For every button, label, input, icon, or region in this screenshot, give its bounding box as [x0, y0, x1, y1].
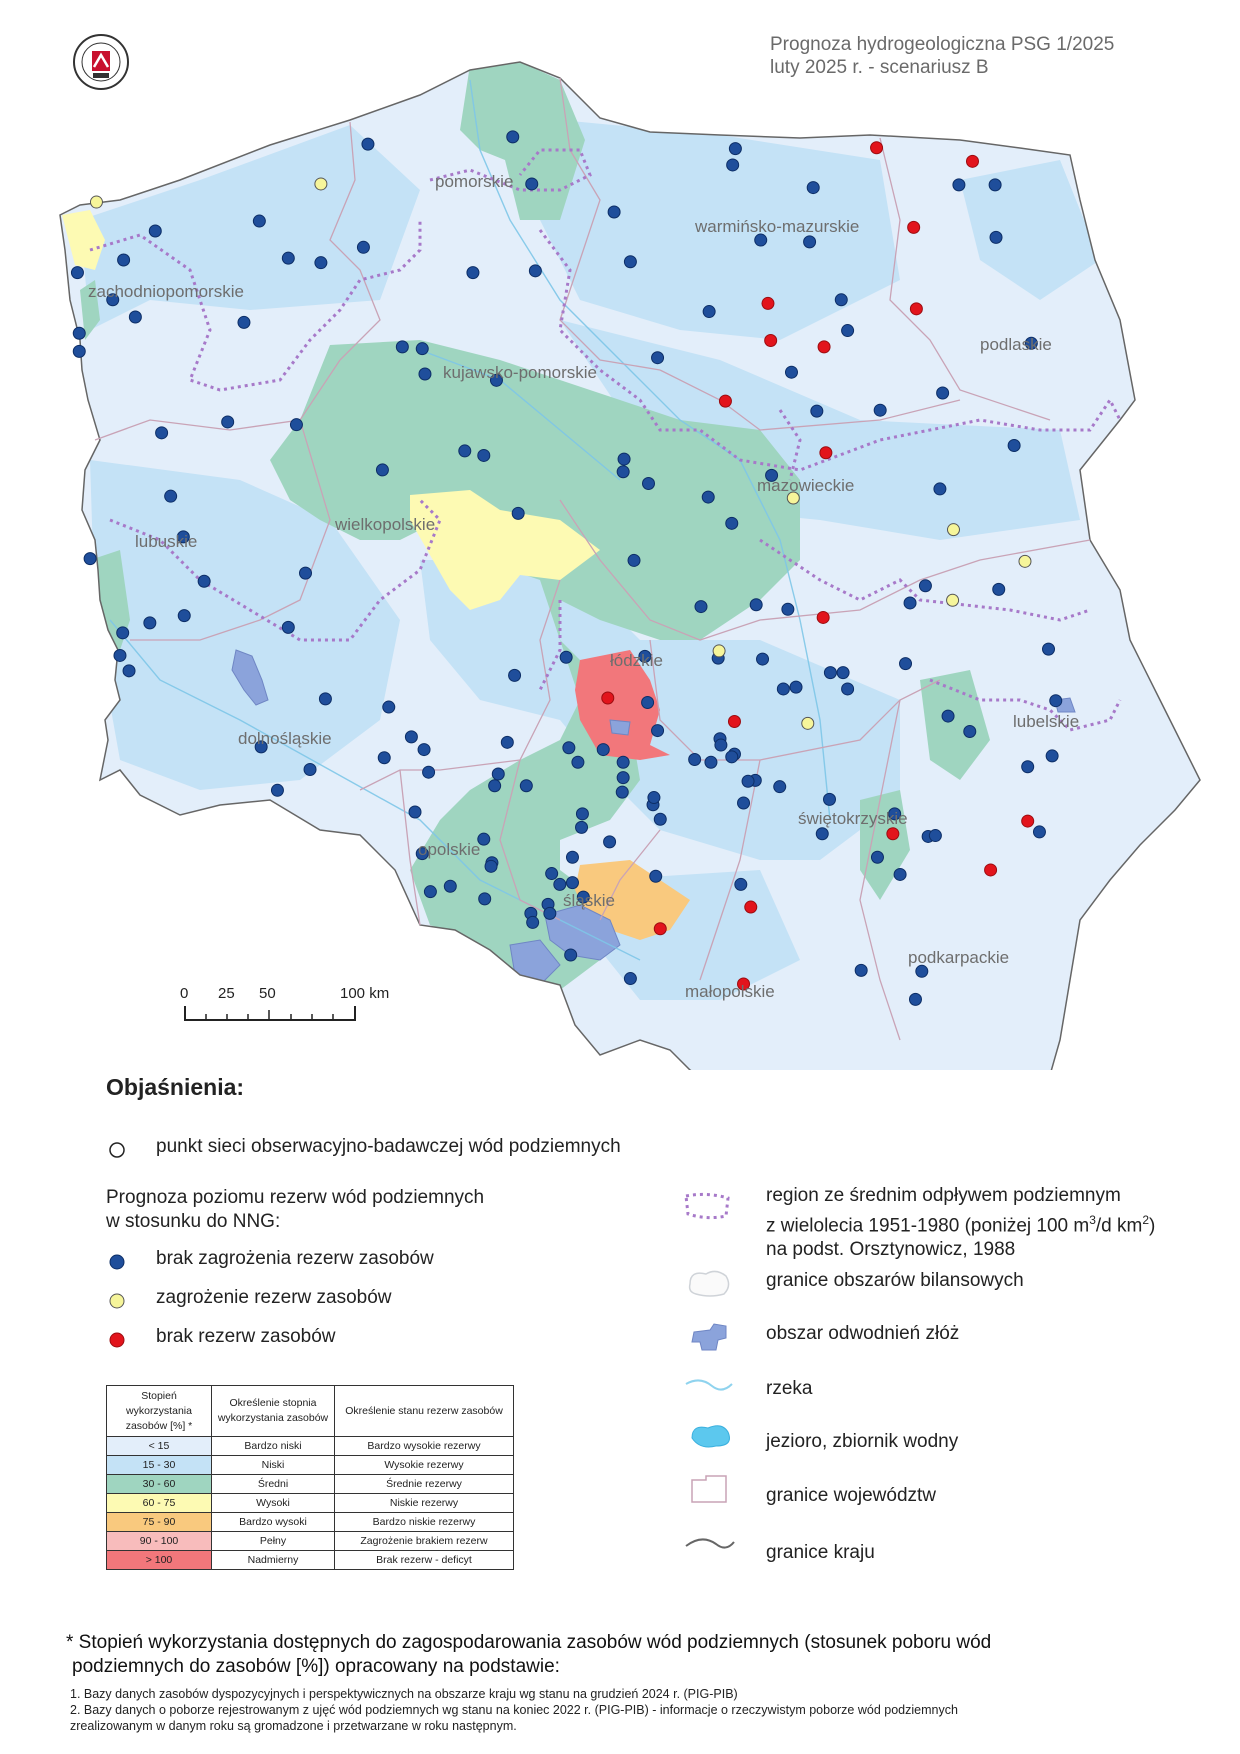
observation-point-blue	[479, 893, 491, 905]
observation-point-blue	[916, 965, 928, 977]
observation-point-blue	[526, 178, 538, 190]
observation-point-blue	[695, 601, 707, 613]
table-cell: 15 - 30	[107, 1456, 212, 1475]
observation-point-blue	[617, 756, 629, 768]
observation-point-blue	[735, 878, 747, 890]
observation-point-red	[654, 923, 666, 935]
table-header-row	[107, 1386, 514, 1437]
header-subtitle: luty 2025 r. - scenariusz B	[770, 57, 989, 78]
balance-area-icon	[684, 1266, 734, 1300]
observation-point-blue	[777, 683, 789, 695]
table-row	[107, 1437, 514, 1456]
observation-point-yellow	[802, 717, 814, 729]
footnote-main-line: * Stopień wykorzystania dostępnych do zagospodarowania zasobów wód podziemnych (stosunek poboru wód	[66, 1632, 992, 1653]
table-cell: Średni	[212, 1475, 335, 1494]
table-row	[107, 1475, 514, 1494]
footnote-source	[70, 1702, 958, 1734]
observation-point-blue	[512, 507, 524, 519]
observation-point-blue	[650, 870, 662, 882]
observation-point-blue	[953, 179, 965, 191]
table-cell: Brak rezerw - deficyt	[335, 1551, 514, 1570]
table-cell: 90 - 100	[107, 1532, 212, 1551]
observation-point-blue	[520, 780, 532, 792]
observation-point-blue	[1050, 695, 1062, 707]
observation-point-blue	[648, 792, 660, 804]
legend-lake-label: jezioro, zbiornik wodny	[766, 1431, 959, 1452]
observation-point-blue	[419, 368, 431, 380]
observation-point-blue	[597, 744, 609, 756]
observation-point-blue	[253, 215, 265, 227]
lake-icon	[686, 1418, 736, 1452]
observation-point-blue	[467, 267, 479, 279]
legend-blue-label: brak zagrożenia rezerw zasobów	[156, 1248, 434, 1269]
observation-point-blue	[874, 404, 886, 416]
observation-point-blue	[418, 744, 430, 756]
observation-point-blue	[73, 327, 85, 339]
scale-tick-label: 100 km	[340, 985, 390, 1002]
observation-point-blue	[624, 256, 636, 268]
legend-low-runoff-label	[766, 1184, 1155, 1262]
observation-point-yellow	[947, 524, 959, 536]
legend-text-part: )	[1149, 1215, 1156, 1237]
observation-point-blue	[383, 701, 395, 713]
observation-point-blue	[282, 252, 294, 264]
observation-point-blue	[544, 907, 556, 919]
observation-point-blue	[560, 651, 572, 663]
table-header: Określenie stopnia wykorzystania zasobów	[212, 1386, 335, 1437]
observation-point-blue	[837, 667, 849, 679]
region-label: opolskie	[418, 840, 481, 859]
legend-forecast-title-line: w stosunku do NNG:	[106, 1211, 281, 1232]
legend-voivodeship-label: granice województw	[766, 1485, 937, 1506]
yellow-dot-icon	[108, 1292, 126, 1310]
observation-point-blue	[904, 597, 916, 609]
observation-point-red	[820, 447, 832, 459]
observation-point-blue	[129, 311, 141, 323]
legend-dewatering-label: obszar odwodnień złóż	[766, 1323, 960, 1344]
observation-point-red	[871, 142, 883, 154]
observation-point-blue	[726, 517, 738, 529]
observation-point-blue	[238, 316, 250, 328]
observation-point-red	[910, 303, 922, 315]
observation-point-blue	[824, 793, 836, 805]
observation-point-blue	[750, 599, 762, 611]
table-cell: Średnie rezerwy	[335, 1475, 514, 1494]
observation-point-blue	[1043, 643, 1055, 655]
observation-point-blue	[566, 851, 578, 863]
legend-forecast-title	[106, 1186, 484, 1234]
table-cell: < 15	[107, 1437, 212, 1456]
table-cell: Wysoki	[212, 1494, 335, 1513]
observation-point-blue	[617, 772, 629, 784]
observation-point-blue	[444, 880, 456, 892]
observation-point-blue	[1046, 750, 1058, 762]
observation-point-blue	[807, 182, 819, 194]
region-label: pomorskie	[435, 172, 514, 191]
table-header: Stopień wykorzystania zasobów [%] *	[107, 1386, 212, 1437]
observation-point-blue	[993, 583, 1005, 595]
observation-point-blue	[1008, 439, 1020, 451]
observation-point-blue	[576, 821, 588, 833]
table-header: Określenie stanu rezerw zasobów	[335, 1386, 514, 1437]
observation-point-blue	[566, 877, 578, 889]
observation-point-blue	[900, 658, 912, 670]
observation-point-yellow	[713, 645, 725, 657]
region-label: zachodniopomorskie	[88, 282, 244, 301]
footnote-source: 1. Bazy danych zasobów dyspozycyjnych i perspektywicznych na obszarze kraju wg stanu na grudzień 2024 r. (PIG-PIB)	[70, 1687, 738, 1701]
observation-point-blue	[554, 878, 566, 890]
legend-yellow-label: zagrożenie rezerw zasobów	[156, 1287, 392, 1308]
observation-point-blue	[1022, 761, 1034, 773]
table-row	[107, 1494, 514, 1513]
observation-point-blue	[156, 427, 168, 439]
observation-point-blue	[919, 580, 931, 592]
observation-point-blue	[114, 649, 126, 661]
observation-point-blue	[934, 483, 946, 495]
observation-point-blue	[842, 325, 854, 337]
observation-point-blue	[1033, 826, 1045, 838]
table-cell: Wysokie rezerwy	[335, 1456, 514, 1475]
table-cell: 75 - 90	[107, 1513, 212, 1532]
observation-point-blue	[643, 478, 655, 490]
observation-point-blue	[84, 553, 96, 565]
observation-point-blue	[492, 768, 504, 780]
observation-point-blue	[729, 143, 741, 155]
observation-point-blue	[942, 710, 954, 722]
observation-point-blue	[290, 419, 302, 431]
table-cell: Bardzo niski	[212, 1437, 335, 1456]
table-cell: Niski	[212, 1456, 335, 1475]
observation-point-blue	[304, 763, 316, 775]
observation-point-red	[728, 716, 740, 728]
footnote-source-line: zrealizowanym w danym roku są gromadzone i przetwarzane w roku następnym.	[70, 1719, 517, 1733]
scale-tick-label: 50	[259, 985, 276, 1002]
observation-point-blue	[738, 797, 750, 809]
observation-point-blue	[409, 806, 421, 818]
table-cell: 60 - 75	[107, 1494, 212, 1513]
observation-point-blue	[824, 667, 836, 679]
observation-point-blue	[726, 751, 738, 763]
table-cell: Bardzo wysoki	[212, 1513, 335, 1532]
observation-point-blue	[617, 466, 629, 478]
river-icon	[682, 1372, 736, 1398]
table-cell: Zagrożenie brakiem rezerw	[335, 1532, 514, 1551]
observation-point-blue	[816, 828, 828, 840]
table-row	[107, 1456, 514, 1475]
observation-point-blue	[774, 781, 786, 793]
observation-point-blue	[652, 725, 664, 737]
observation-point-blue	[654, 813, 666, 825]
observation-point-blue	[178, 610, 190, 622]
observation-point-blue	[198, 575, 210, 587]
observation-point-blue	[527, 916, 539, 928]
table-cell: Niskie rezerwy	[335, 1494, 514, 1513]
observation-point-red	[745, 901, 757, 913]
observation-point-blue	[628, 554, 640, 566]
observation-point-blue	[835, 294, 847, 306]
observation-point-yellow	[1019, 555, 1031, 567]
table-row	[107, 1532, 514, 1551]
observation-point-blue	[563, 742, 575, 754]
table-row	[107, 1513, 514, 1532]
usage-table	[106, 1385, 514, 1570]
legend-country-border-label: granice kraju	[766, 1542, 875, 1563]
observation-point-blue	[362, 138, 374, 150]
legend-point-label: punkt sieci obserwacyjno-badawczej wód podziemnych	[156, 1136, 621, 1157]
legend-superscript: 3	[1089, 1213, 1096, 1227]
observation-point-blue	[282, 621, 294, 633]
observation-point-red	[1022, 815, 1034, 827]
region-label: warmińsko-mazurskie	[695, 217, 860, 236]
observation-point-red	[765, 335, 777, 347]
observation-point-red	[908, 221, 920, 233]
observation-point-blue	[624, 973, 636, 985]
observation-point-blue	[703, 306, 715, 318]
observation-point-blue	[73, 345, 85, 357]
legend-low-runoff-line: na podst. Orsztynowicz, 1988	[766, 1239, 1016, 1261]
observation-point-blue	[604, 836, 616, 848]
region-label: podkarpackie	[908, 948, 1010, 967]
observation-point-blue	[376, 464, 388, 476]
observation-point-red	[602, 692, 614, 704]
footnote-main-line: podziemnych do zasobów [%]) opracowany na podstawie:	[72, 1656, 560, 1677]
observation-point-red	[719, 395, 731, 407]
observation-point-yellow	[315, 178, 327, 190]
observation-point-blue	[652, 352, 664, 364]
observation-point-blue	[937, 387, 949, 399]
legend-low-runoff-line	[766, 1208, 1155, 1238]
observation-point-blue	[618, 453, 630, 465]
observation-point-blue	[507, 131, 519, 143]
observation-point-red	[887, 828, 899, 840]
observation-point-blue	[782, 603, 794, 615]
observation-point-blue	[855, 964, 867, 976]
observation-point-red	[985, 864, 997, 876]
table-cell: Nadmierny	[212, 1551, 335, 1570]
observation-point-blue	[149, 225, 161, 237]
legend-text-part: z wielolecia 1951-1980 (poniżej 100 m	[766, 1215, 1090, 1237]
observation-point-blue	[871, 851, 883, 863]
observation-point-blue	[702, 491, 714, 503]
region-label: łódzkie	[610, 651, 663, 670]
observation-point-blue	[705, 756, 717, 768]
observation-point-blue	[459, 445, 471, 457]
observation-point-blue	[423, 766, 435, 778]
scale-tick-label: 0	[180, 985, 189, 1002]
observation-point-blue	[964, 725, 976, 737]
observation-point-blue	[727, 159, 739, 171]
region-label: małopolskie	[685, 982, 775, 1001]
observation-point-blue	[319, 693, 331, 705]
country-border-icon	[682, 1532, 738, 1558]
observation-point-blue	[785, 366, 797, 378]
observation-point-red	[818, 341, 830, 353]
region-label: dolnośląskie	[238, 729, 332, 748]
legend-superscript: 2	[1142, 1213, 1150, 1227]
observation-point-blue	[790, 681, 802, 693]
observation-point-blue	[576, 808, 588, 820]
region-label: wielkopolskie	[335, 515, 436, 534]
observation-point-blue	[117, 627, 129, 639]
observation-point-blue	[222, 416, 234, 428]
legend-forecast-title-line: Prognoza poziomu rezerw wód podziemnych	[106, 1187, 485, 1208]
legend-text-part: /d km	[1095, 1215, 1143, 1237]
legend-title: Objaśnienia:	[106, 1074, 245, 1100]
observation-point-blue	[842, 683, 854, 695]
observation-point-blue	[509, 669, 521, 681]
observation-point-blue	[416, 343, 428, 355]
region-label: kujawsko-pomorskie	[443, 363, 597, 382]
legend-low-runoff-line: region ze średnim odpływem podziemnym	[766, 1185, 1121, 1206]
observation-point-blue	[529, 265, 541, 277]
region-label: lubelskie	[1013, 712, 1080, 731]
region-label: śląskie	[563, 891, 615, 910]
observation-point-blue	[715, 739, 727, 751]
observation-point-blue	[357, 241, 369, 253]
observation-point-blue	[811, 405, 823, 417]
observation-point-blue	[742, 775, 754, 787]
observation-point-blue	[894, 868, 906, 880]
observation-point-blue	[144, 617, 156, 629]
observation-point-blue	[485, 860, 497, 872]
table-cell: > 100	[107, 1551, 212, 1570]
observation-point-blue	[300, 567, 312, 579]
observation-point-blue	[909, 993, 921, 1005]
legend-balance-areas-label: granice obszarów bilansowych	[766, 1270, 1024, 1291]
observation-point-blue	[501, 736, 513, 748]
region-label: podlaskie	[980, 335, 1052, 354]
observation-point-blue	[565, 949, 577, 961]
dewatering-area-icon	[686, 1320, 732, 1354]
observation-point-blue	[315, 257, 327, 269]
observation-point-red	[762, 297, 774, 309]
observation-point-blue	[989, 179, 1001, 191]
observation-point-blue	[123, 665, 135, 677]
observation-point-blue	[804, 236, 816, 248]
observation-point-blue	[642, 697, 654, 709]
observation-point-blue	[478, 449, 490, 461]
table-cell: Bardzo niskie rezerwy	[335, 1513, 514, 1532]
observation-point-red	[966, 155, 978, 167]
observation-point-blue	[990, 231, 1002, 243]
footnote-source-line: 2. Bazy danych o poborze rejestrowanym z ujęć wód podziemnych wg stanu na koniec 2022 r. (PIG-PIB) - informacje o rzeczywistym poborze wód podziemnych	[70, 1703, 958, 1717]
header-title: Prognoza hydrogeologiczna PSG 1/2025	[770, 34, 1115, 55]
red-dot-icon	[108, 1331, 126, 1349]
observation-point-blue	[489, 780, 501, 792]
observation-point-blue	[572, 756, 584, 768]
observation-point-blue	[757, 653, 769, 665]
observation-point-red	[817, 611, 829, 623]
observation-point-blue	[378, 752, 390, 764]
observation-point-blue	[546, 868, 558, 880]
observation-point-blue	[405, 731, 417, 743]
scale-tick-label: 25	[218, 985, 235, 1002]
observation-point-blue	[165, 490, 177, 502]
observation-point-blue	[424, 886, 436, 898]
table-row	[107, 1551, 514, 1570]
observation-point-yellow	[947, 594, 959, 606]
observation-point-blue	[118, 254, 130, 266]
region-label: mazowieckie	[757, 476, 855, 495]
table-cell: Pełny	[212, 1532, 335, 1551]
voivodeship-border-icon	[686, 1472, 732, 1506]
point-symbol-icon	[108, 1141, 126, 1159]
blue-dot-icon	[108, 1253, 126, 1271]
region-label: lubuskie	[135, 532, 198, 551]
legend-river-label: rzeka	[766, 1378, 813, 1399]
table-cell: 30 - 60	[107, 1475, 212, 1494]
observation-point-blue	[71, 267, 83, 279]
scale-bar	[180, 985, 389, 1020]
observation-point-blue	[689, 754, 701, 766]
region-label: świętokrzyskie	[798, 809, 908, 828]
observation-point-blue	[616, 786, 628, 798]
observation-point-blue	[271, 784, 283, 796]
legend-red-label: brak rezerw zasobów	[156, 1326, 336, 1347]
observation-point-blue	[929, 830, 941, 842]
observation-point-blue	[396, 341, 408, 353]
table-cell: Bardzo wysokie rezerwy	[335, 1437, 514, 1456]
observation-point-blue	[608, 206, 620, 218]
low-runoff-region-icon	[682, 1190, 732, 1222]
observation-point-yellow	[90, 196, 102, 208]
